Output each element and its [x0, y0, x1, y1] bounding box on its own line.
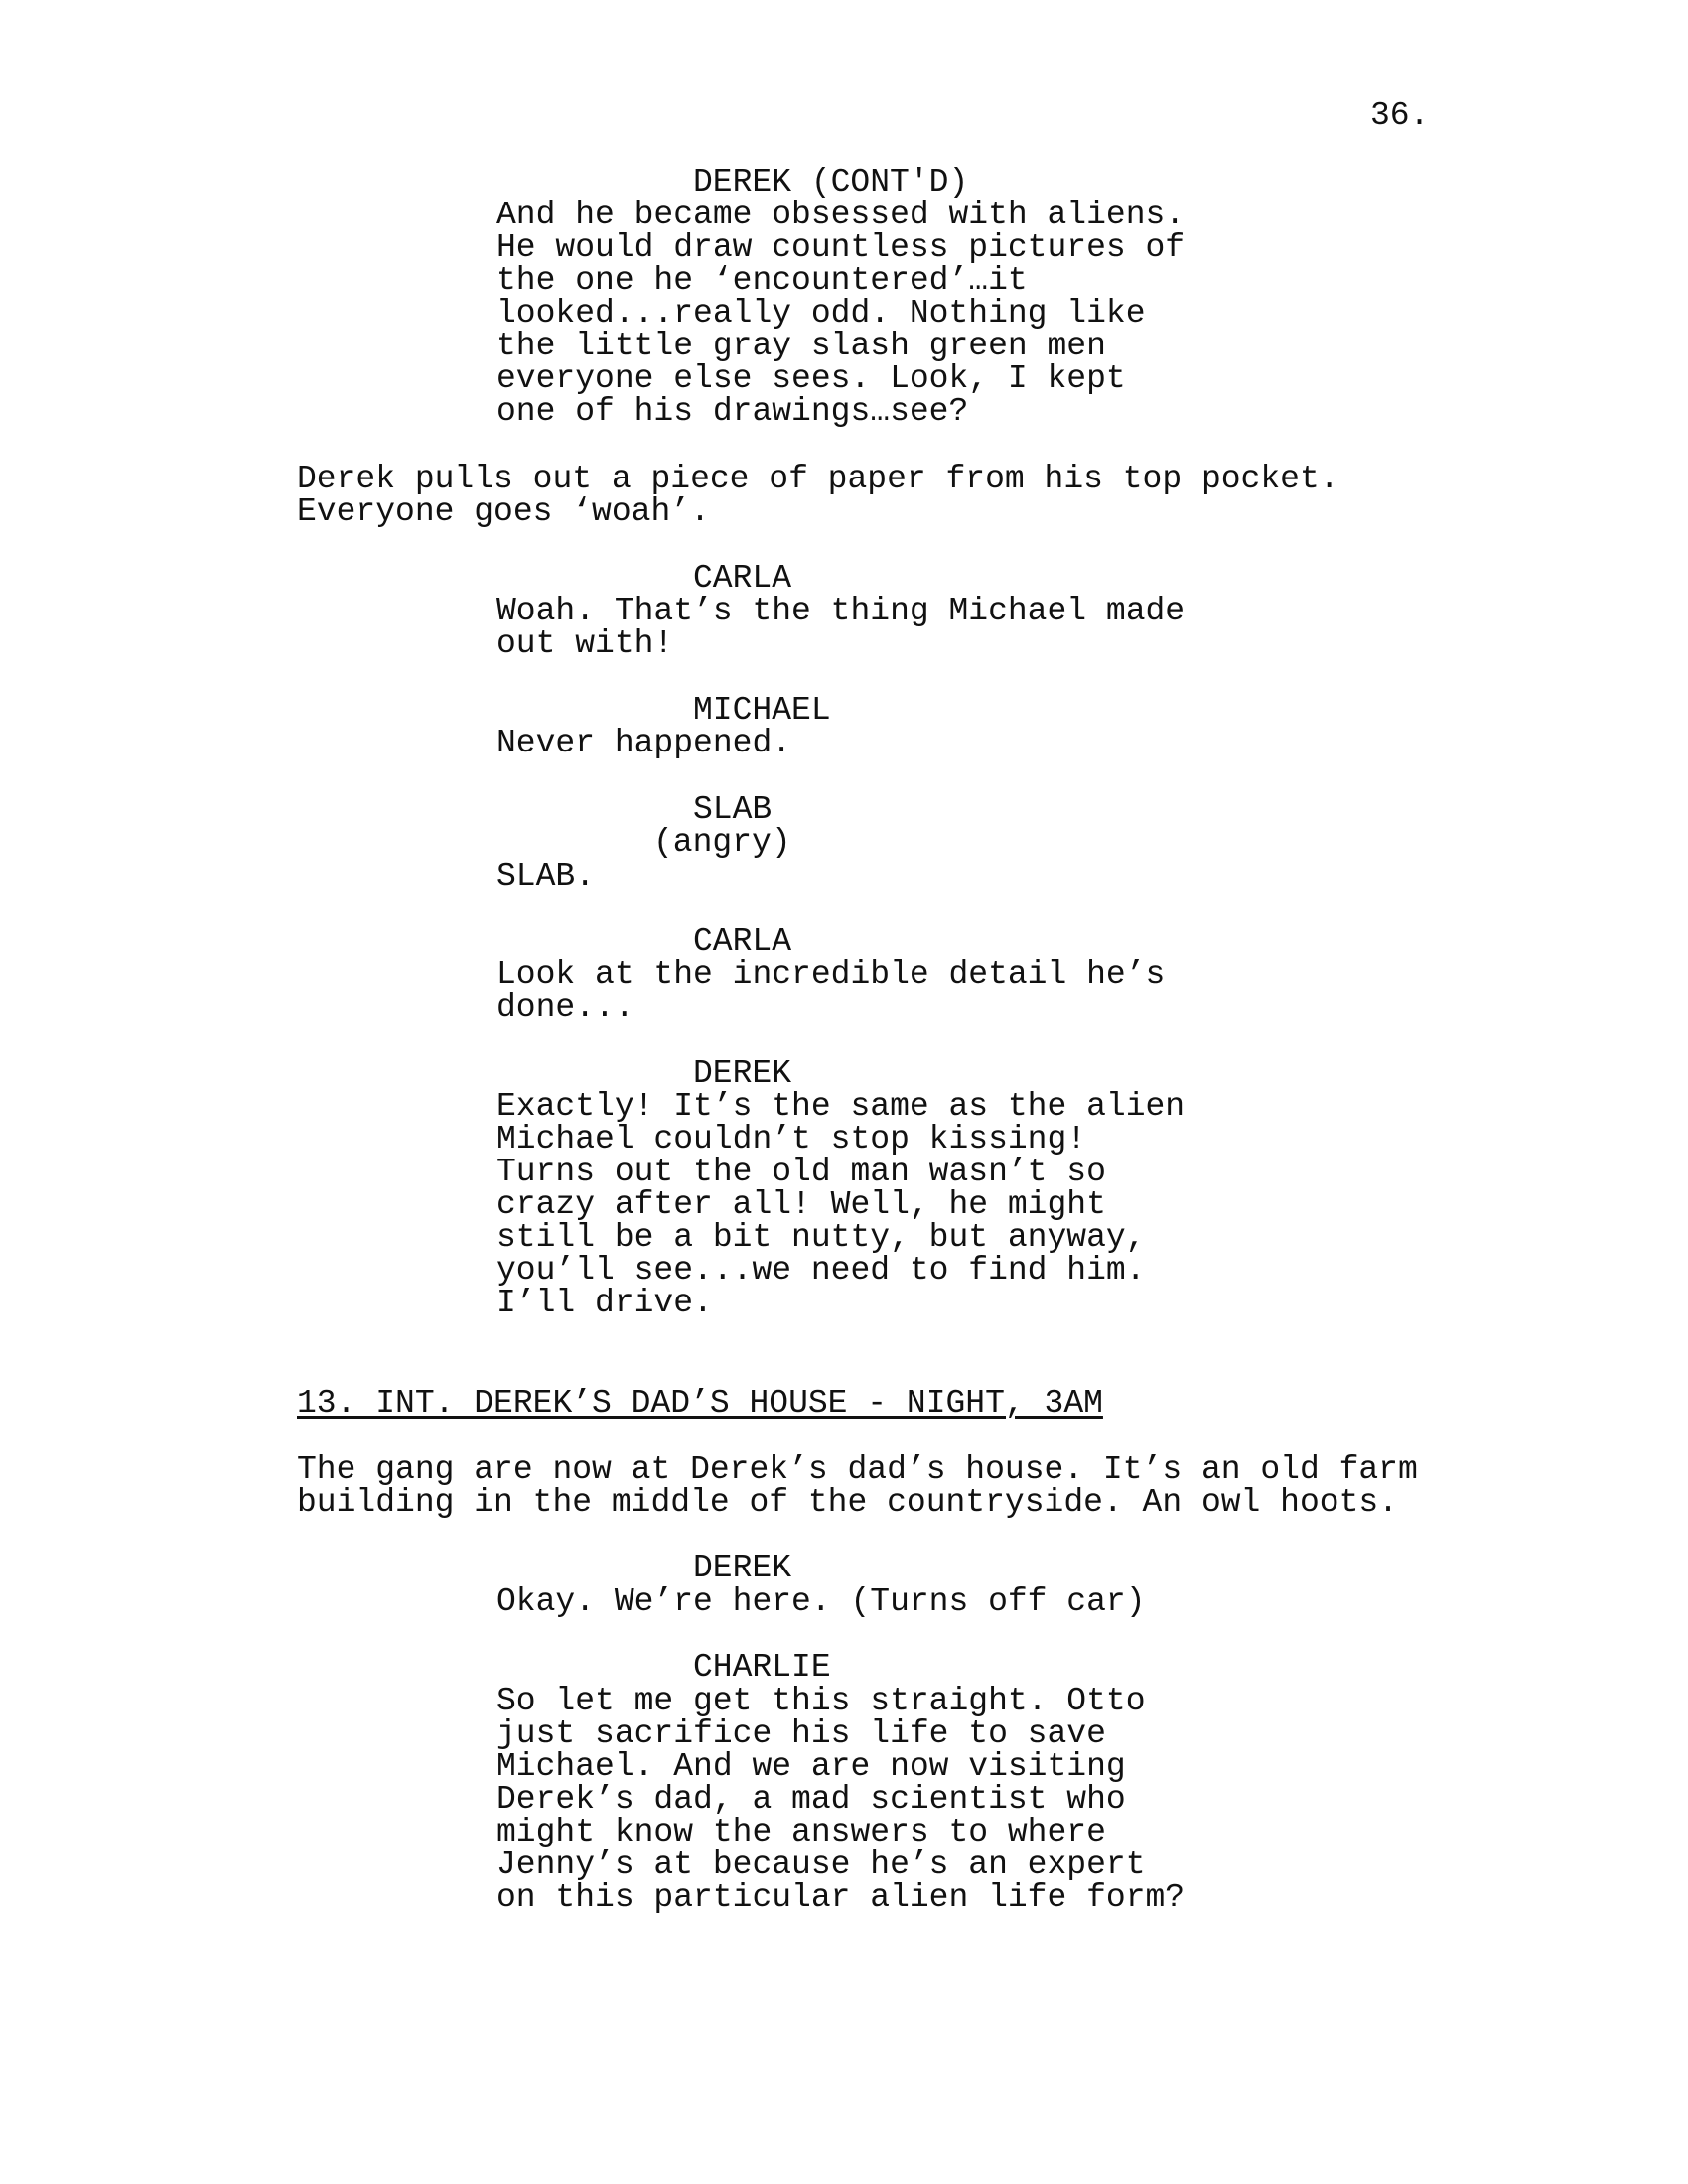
character-name: DEREK [693, 1055, 792, 1092]
character-name: CARLA [693, 923, 792, 960]
parenthetical: (angry) [653, 824, 791, 861]
action-line: The gang are now at Derek’s dad’s house. It’s an old farm building in the middle of the countryside. An owl hoots. [297, 1451, 1418, 1521]
character-name: SLAB [693, 791, 773, 828]
dialogue: And he became obsessed with aliens. He would draw countless pictures of the one he ‘encountered’…it looked...really odd. Nothing like the little gray slash green men everyone else sees. Look, I kept one of his drawings…see? [496, 197, 1186, 430]
character-name: MICHAEL [693, 692, 831, 729]
character-name: CARLA [693, 560, 792, 597]
page-number: 36. [1370, 97, 1430, 134]
dialogue: Woah. That’s the thing Michael made out with! [496, 593, 1186, 662]
dialogue: Never happened. [496, 725, 792, 761]
action-line: Derek pulls out a piece of paper from his top pocket. Everyone goes ‘woah’. [297, 461, 1339, 530]
scene-heading: 13. INT. DEREK’S DAD’S HOUSE - NIGHT, 3AM [297, 1385, 1103, 1422]
character-name: CHARLIE [693, 1649, 831, 1686]
dialogue: SLAB. [496, 858, 596, 894]
dialogue: So let me get this straight. Otto just sacrifice his life to save Michael. And we are now visiting Derek’s dad, a mad scientist who might know the answers to where Jenny’s at because he’s an expert on this particular alien life form? [496, 1683, 1186, 1916]
character-name: DEREK (CONT'D) [693, 164, 969, 201]
dialogue: Look at the incredible detail he’s done... [496, 956, 1166, 1025]
dialogue: Exactly! It’s the same as the alien Michael couldn’t stop kissing! Turns out the old man wasn’t so crazy after all! Well, he might still be a bit nutty, but anyway, you’ll see...we need to find him. I’ll drive. [496, 1088, 1186, 1321]
character-name: DEREK [693, 1550, 792, 1586]
dialogue: Okay. We’re here. (Turns off car) [496, 1583, 1146, 1620]
